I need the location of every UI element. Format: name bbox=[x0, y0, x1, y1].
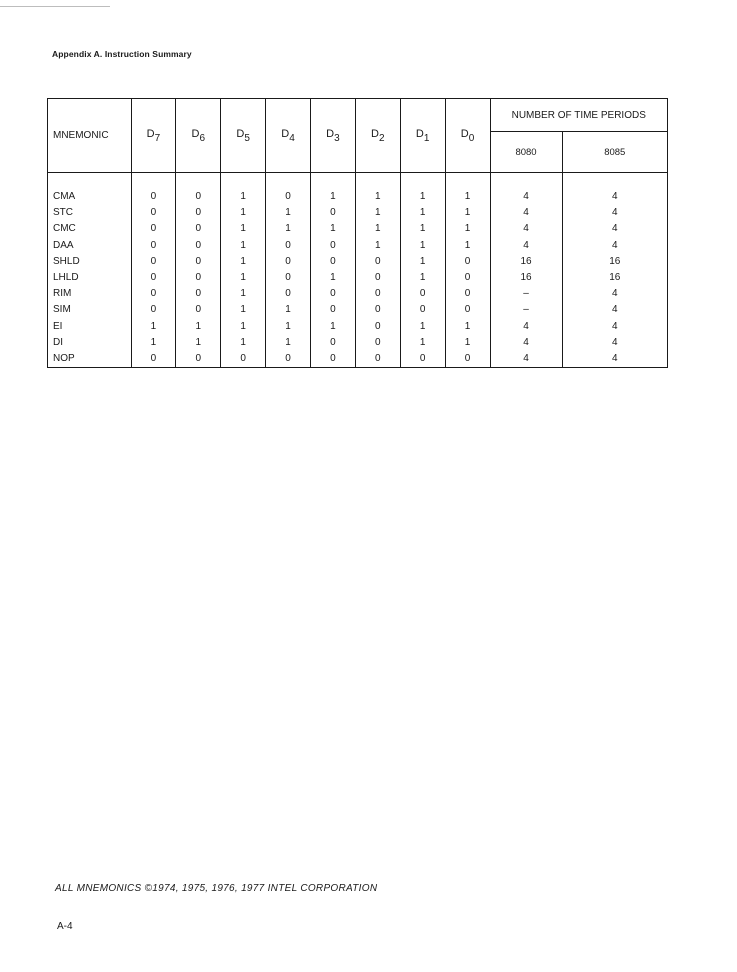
bit-cell: 1 bbox=[400, 270, 445, 286]
time-8085-cell: 4 bbox=[562, 302, 667, 318]
time-8085-cell: 4 bbox=[562, 205, 667, 221]
bit-column-header: $D_5$ bbox=[221, 99, 266, 173]
bit-cell: 0 bbox=[445, 286, 490, 302]
bit-cell: 1 bbox=[400, 238, 445, 254]
bit-cell: 0 bbox=[131, 302, 176, 318]
bit-cell: 0 bbox=[131, 221, 176, 237]
bit-cell: 1 bbox=[176, 335, 221, 351]
bit-cell: 0 bbox=[400, 351, 445, 368]
table-body bbox=[48, 173, 668, 368]
bit-cell: 0 bbox=[355, 351, 400, 368]
time-8080-cell: – bbox=[490, 286, 562, 302]
table-spacer-row bbox=[48, 173, 668, 190]
bit-cell: 0 bbox=[131, 189, 176, 205]
bit-cell: 0 bbox=[221, 351, 266, 368]
bit-cell: 1 bbox=[221, 205, 266, 221]
copyright-notice: ALL MNEMONICS ©1974, 1975, 1976, 1977 INTEL CORPORATION bbox=[55, 883, 378, 894]
bit-cell: 0 bbox=[445, 270, 490, 286]
bit-cell: 1 bbox=[400, 221, 445, 237]
table-row bbox=[48, 270, 668, 286]
time-8080-cell: 4 bbox=[490, 189, 562, 205]
bit-cell: 1 bbox=[445, 319, 490, 335]
bit-cell: 1 bbox=[355, 238, 400, 254]
bit-cell: 1 bbox=[221, 302, 266, 318]
time-8080-cell: 4 bbox=[490, 221, 562, 237]
bit-cell: 0 bbox=[355, 286, 400, 302]
bit-cell: 1 bbox=[266, 205, 311, 221]
bit-cell: 1 bbox=[400, 254, 445, 270]
bit-cell: 1 bbox=[131, 335, 176, 351]
bit-cell: 1 bbox=[221, 238, 266, 254]
time-8085-cell: 16 bbox=[562, 254, 667, 270]
bit-cell: 0 bbox=[355, 254, 400, 270]
bit-cell: 0 bbox=[266, 254, 311, 270]
bit-cell: 0 bbox=[355, 302, 400, 318]
table-row bbox=[48, 319, 668, 335]
cpu-8085-header: 8085 bbox=[562, 132, 667, 173]
bit-cell: 1 bbox=[355, 221, 400, 237]
time-8085-cell: 16 bbox=[562, 270, 667, 286]
time-8080-cell: – bbox=[490, 302, 562, 318]
bit-cell: 0 bbox=[266, 189, 311, 205]
time-8085-cell: 4 bbox=[562, 286, 667, 302]
bit-cell: 1 bbox=[311, 270, 356, 286]
bit-cell: 0 bbox=[311, 302, 356, 318]
page-number: A-4 bbox=[57, 921, 73, 932]
table-row bbox=[48, 221, 668, 237]
time-8080-cell: 4 bbox=[490, 238, 562, 254]
time-8085-cell: 4 bbox=[562, 238, 667, 254]
bit-column-header: $D_3$ bbox=[311, 99, 356, 173]
bit-cell: 0 bbox=[400, 286, 445, 302]
bit-cell: 1 bbox=[266, 319, 311, 335]
instruction-summary-table bbox=[47, 98, 668, 368]
mnemonic-cell: DAA bbox=[48, 238, 132, 254]
bit-cell: 1 bbox=[311, 319, 356, 335]
bit-column-header: $D_1$ bbox=[400, 99, 445, 173]
table-row bbox=[48, 335, 668, 351]
bit-cell: 1 bbox=[445, 189, 490, 205]
bit-cell: 0 bbox=[445, 302, 490, 318]
cpu-8080-header: 8080 bbox=[490, 132, 562, 173]
table-row bbox=[48, 205, 668, 221]
bit-column-header: $D_0$ bbox=[445, 99, 490, 173]
bit-cell: 0 bbox=[266, 238, 311, 254]
bit-column-header: $D_4$ bbox=[266, 99, 311, 173]
table-row bbox=[48, 238, 668, 254]
bit-cell: 0 bbox=[131, 286, 176, 302]
mnemonic-cell: CMA bbox=[48, 189, 132, 205]
mnemonic-cell: SHLD bbox=[48, 254, 132, 270]
mnemonic-cell: NOP bbox=[48, 351, 132, 368]
bit-cell: 1 bbox=[266, 335, 311, 351]
running-head: Appendix A. Instruction Summary bbox=[52, 49, 192, 59]
bit-cell: 0 bbox=[311, 238, 356, 254]
bit-cell: 0 bbox=[311, 335, 356, 351]
mnemonic-cell: DI bbox=[48, 335, 132, 351]
bit-cell: 1 bbox=[400, 205, 445, 221]
table-row bbox=[48, 189, 668, 205]
bit-cell: 0 bbox=[266, 351, 311, 368]
time-8085-cell: 4 bbox=[562, 319, 667, 335]
bit-cell: 0 bbox=[131, 270, 176, 286]
bit-cell: 1 bbox=[400, 335, 445, 351]
bit-cell: 0 bbox=[311, 286, 356, 302]
bit-cell: 1 bbox=[355, 205, 400, 221]
bit-cell: 1 bbox=[131, 319, 176, 335]
table-row bbox=[48, 351, 668, 368]
bit-cell: 0 bbox=[445, 351, 490, 368]
bit-cell: 0 bbox=[176, 351, 221, 368]
bit-cell: 1 bbox=[311, 189, 356, 205]
time-8085-cell: 4 bbox=[562, 335, 667, 351]
bit-cell: 1 bbox=[311, 221, 356, 237]
bit-cell: 0 bbox=[176, 302, 221, 318]
time-8080-cell: 4 bbox=[490, 319, 562, 335]
time-8085-cell: 4 bbox=[562, 221, 667, 237]
bit-cell: 0 bbox=[355, 270, 400, 286]
bit-cell: 1 bbox=[221, 221, 266, 237]
bit-cell: 0 bbox=[131, 254, 176, 270]
bit-cell: 0 bbox=[176, 238, 221, 254]
bit-cell: 1 bbox=[355, 189, 400, 205]
bit-cell: 1 bbox=[266, 221, 311, 237]
time-8080-cell: 4 bbox=[490, 351, 562, 368]
bit-cell: 1 bbox=[266, 302, 311, 318]
time-periods-header: NUMBER OF TIME PERIODS bbox=[490, 99, 668, 132]
mnemonic-cell: RIM bbox=[48, 286, 132, 302]
bit-cell: 1 bbox=[221, 189, 266, 205]
bit-cell: 0 bbox=[311, 351, 356, 368]
bit-cell: 1 bbox=[221, 254, 266, 270]
time-8085-cell: 4 bbox=[562, 189, 667, 205]
bit-cell: 1 bbox=[445, 335, 490, 351]
bit-cell: 0 bbox=[355, 335, 400, 351]
bit-cell: 1 bbox=[221, 319, 266, 335]
bit-cell: 0 bbox=[311, 254, 356, 270]
bit-column-header: $D_7$ bbox=[131, 99, 176, 173]
bit-cell: 1 bbox=[221, 270, 266, 286]
bit-cell: 0 bbox=[266, 270, 311, 286]
time-8080-cell: 4 bbox=[490, 335, 562, 351]
bit-cell: 0 bbox=[176, 221, 221, 237]
mnemonic-cell: EI bbox=[48, 319, 132, 335]
bit-cell: 0 bbox=[355, 319, 400, 335]
time-8080-cell: 16 bbox=[490, 254, 562, 270]
mnemonic-cell: LHLD bbox=[48, 270, 132, 286]
bit-cell: 0 bbox=[176, 286, 221, 302]
bit-cell: 0 bbox=[266, 286, 311, 302]
time-8080-cell: 4 bbox=[490, 205, 562, 221]
bit-cell: 0 bbox=[131, 351, 176, 368]
bit-cell: 0 bbox=[176, 189, 221, 205]
table-row bbox=[48, 254, 668, 270]
time-8085-cell: 4 bbox=[562, 351, 667, 368]
bit-cell: 1 bbox=[176, 319, 221, 335]
bit-cell: 1 bbox=[445, 205, 490, 221]
bit-cell: 0 bbox=[176, 270, 221, 286]
bit-cell: 0 bbox=[400, 302, 445, 318]
bit-cell: 0 bbox=[131, 205, 176, 221]
mnemonic-cell: SIM bbox=[48, 302, 132, 318]
bit-cell: 0 bbox=[311, 205, 356, 221]
time-8080-cell: 16 bbox=[490, 270, 562, 286]
bit-cell: 1 bbox=[445, 238, 490, 254]
bit-column-header: $D_6$ bbox=[176, 99, 221, 173]
bit-cell: 1 bbox=[400, 189, 445, 205]
table-row bbox=[48, 286, 668, 302]
bit-cell: 0 bbox=[131, 238, 176, 254]
bit-cell: 1 bbox=[445, 221, 490, 237]
mnemonic-cell: CMC bbox=[48, 221, 132, 237]
bit-column-header: $D_2$ bbox=[355, 99, 400, 173]
bit-cell: 0 bbox=[445, 254, 490, 270]
mnemonic-column-header: MNEMONIC bbox=[48, 99, 132, 173]
mnemonic-cell: STC bbox=[48, 205, 132, 221]
bit-cell: 0 bbox=[176, 254, 221, 270]
top-rule bbox=[0, 6, 110, 7]
bit-cell: 1 bbox=[400, 319, 445, 335]
bit-cell: 1 bbox=[221, 335, 266, 351]
bit-cell: 0 bbox=[176, 205, 221, 221]
bit-cell: 1 bbox=[221, 286, 266, 302]
table-row bbox=[48, 302, 668, 318]
